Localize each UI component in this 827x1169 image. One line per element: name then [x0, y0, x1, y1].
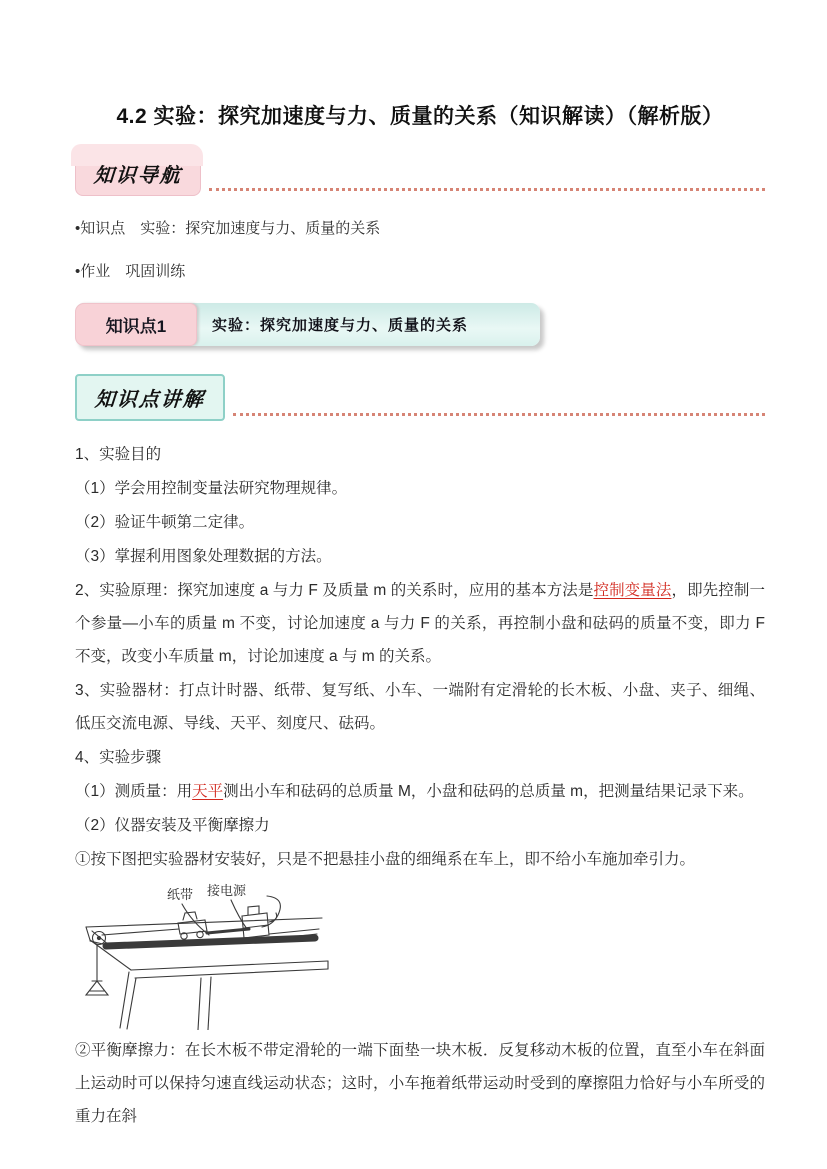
page-title: 4.2 实验：探究加速度与力、质量的关系（知识解读）（解析版） [116, 105, 724, 128]
string [102, 929, 179, 935]
knowledge-point-chip: 知识点1 [75, 303, 197, 346]
experiment-setup-diagram [79, 882, 331, 1030]
power-leader-line [231, 900, 247, 929]
section4-step1 [75, 775, 765, 808]
knowledge-nav-badge-label: 知识导航 [93, 164, 183, 187]
knowledge-explain-badge [75, 374, 225, 421]
section1-item2: （2）验证牛顿第二定律。 [75, 514, 255, 531]
nav-badge-row [75, 150, 765, 196]
tape-label: 纸带 [167, 887, 194, 902]
knowledge-point-title: 实验：探究加速度与力、质量的关系 [212, 317, 469, 334]
section2-post: ，即先控制一个参量—小车的质量 m 不变，讨论加速度 a 与力 F 的关系，再控制小盘和砝码的质量不变，即力 F 不变，改变小车质量 m，讨论加速度 a 与 m 的关系。 [75, 582, 765, 665]
section1-item1: （1）学会用控制变量法研究物理规律。 [75, 480, 348, 497]
overview-homework-line: •作业 巩固训练 [75, 263, 186, 280]
wooden-board [106, 938, 315, 946]
section4-heading: 4、实验步骤 [75, 749, 162, 766]
section2-highlight: 控制变量法 [593, 582, 672, 599]
section1-item3: （3）掌握利用图象处理数据的方法。 [75, 548, 332, 565]
step1-post: 测出小车和砝码的总质量 M，小盘和砝码的总质量 m，把测量结果记录下来。 [223, 783, 754, 800]
power-cord [262, 896, 280, 927]
table-leg [198, 978, 201, 1030]
section4-sub1: ①按下图把实验器材安装好，只是不把悬挂小盘的细绳系在车上，即不给小车施加牵引力。 [75, 851, 696, 868]
section4-step2: （2）仪器安装及平衡摩擦力 [75, 817, 270, 834]
overview-knowledge-point-line: •知识点 实验：探究加速度与力、质量的关系 [75, 220, 381, 237]
section2-pre: 2、实验原理：探究加速度 a 与力 F 及质量 m 的关系时，应用的基本方法是 [75, 582, 594, 599]
table-leg [208, 977, 211, 1030]
section4-sub2: ②平衡摩擦力：在长木板不带定滑轮的一端下面垫一块木板．反复移动木板的位置，直至小车在斜面上运动时可以保持匀速直线运动状态；这时，小车拖着纸带运动时受到的摩擦阻力恰好与小车所受的重力在斜 [75, 1042, 765, 1125]
cart [178, 912, 207, 939]
step1-highlight: 天平 [192, 783, 224, 800]
knowledge-point-bar [75, 303, 540, 346]
section1-heading: 1、实验目的 [75, 446, 162, 463]
step1-pre: （1）测质量：用 [75, 783, 193, 800]
section2-paragraph [75, 574, 765, 673]
table-leg [127, 978, 136, 1029]
dotted-divider [233, 413, 765, 416]
table-leg [120, 972, 129, 1028]
knowledge-nav-badge [75, 150, 201, 196]
experiment-setup-figure [79, 882, 331, 1030]
section3-paragraph: 3、实验器材：打点计时器、纸带、复写纸、小车、一端附有定滑轮的长木板、小盘、夹子、细绳、低压交流电源、导线、天平、刻度尺、砝码。 [75, 682, 765, 732]
dotted-divider [209, 188, 765, 191]
power-label: 接电源 [207, 883, 247, 898]
lesson-content [75, 438, 765, 1133]
explain-badge-row [75, 374, 765, 421]
knowledge-explain-badge-label: 知识点讲解 [94, 389, 206, 411]
hanging-pan [86, 981, 108, 995]
